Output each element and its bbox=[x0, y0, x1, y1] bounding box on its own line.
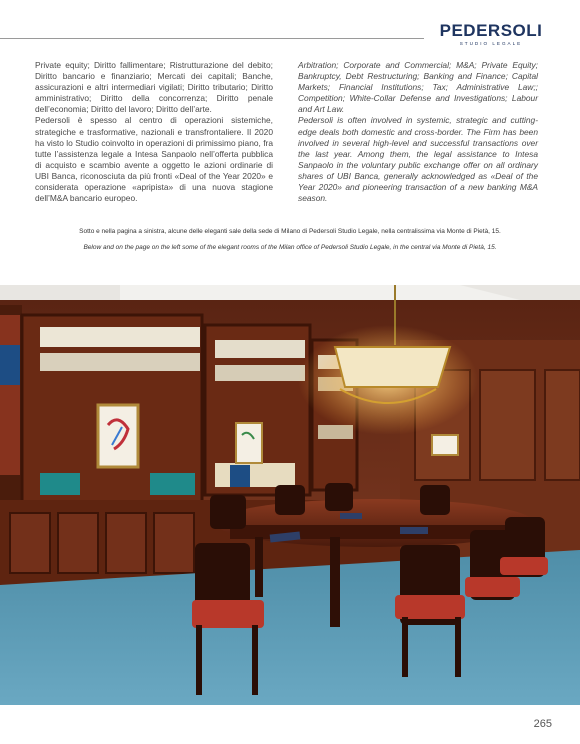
header-rule bbox=[0, 38, 424, 39]
english-paragraph-2: Pedersoli is often involved in systemic, strategic and cutting-edge deals both domestic and cross-border. The Firm has been involved in several high-level and successful transactions over the last year. Among them, the legal assistance to Intesa Sanpaolo in the voluntary public exchange offer on all ordinary shares of UBI Banca, generally acknowledged as «Deal of the Year 2020» and pioneering transaction of a new banking M&A season. bbox=[298, 115, 538, 204]
brand-logo bbox=[436, 22, 546, 46]
italian-paragraph-1: Private equity; Diritto fallimentare; Ristrutturazione del debito; Diritto bancario e finanziario; Mercati dei capitali; Banche, assicurazioni e altri intermediari vigilati; Diritto tributario; Diritto amministrativo; Diritto della concorrenza; Diritto penale dell’economia; Diritto del lavoro; Diritto dell’arte. bbox=[35, 60, 273, 115]
caption-italian: Sotto e nella pagina a sinistra, alcune delle eleganti sale della sede di Milano di Pedersoli Studio Legale, nella centralissima via Monte di Pietà, 15. bbox=[79, 228, 501, 235]
meeting-room-photo bbox=[0, 285, 580, 705]
english-column bbox=[298, 60, 538, 204]
italian-paragraph-2: Pedersoli è spesso al centro di operazioni sistemiche, strategiche e trasformative, nazionali e transfrontaliere. Il 2020 ha visto lo Studio coinvolto in operazioni di primissimo piano, fra tutte l’assistenza legale a Intesa Sanpaolo nell’offerta pubblica di acquisto e scambio avente a oggetto le azioni ordinarie di UBI Banca, riconosciuta da più fronti «Deal of the Year 2020» e considerata operazione «apripista» di una nuova stagione dell’M&A bancario europeo. bbox=[35, 115, 273, 204]
photo-captions bbox=[40, 228, 540, 253]
brand-tagline: STUDIO LEGALE bbox=[459, 41, 523, 46]
italian-column bbox=[35, 60, 273, 204]
english-paragraph-1: Arbitration; Corporate and Commercial; M&A; Private Equity; Bankruptcy, Debt Restructuring; Banking and Finance; Capital Markets; Financial Institutions; Tax; Administrative Law;; Competition; White-Collar Defense and Investigations; Labour and Art Law. bbox=[298, 60, 538, 115]
brand-name: PEDERSOLI bbox=[439, 21, 543, 40]
caption-english: Below and on the page on the left some of the elegant rooms of the Milan office of Pedersoli Studio Legale, in the central via Monte di Pietà, 15. bbox=[83, 244, 497, 252]
page-number: 265 bbox=[533, 718, 552, 730]
